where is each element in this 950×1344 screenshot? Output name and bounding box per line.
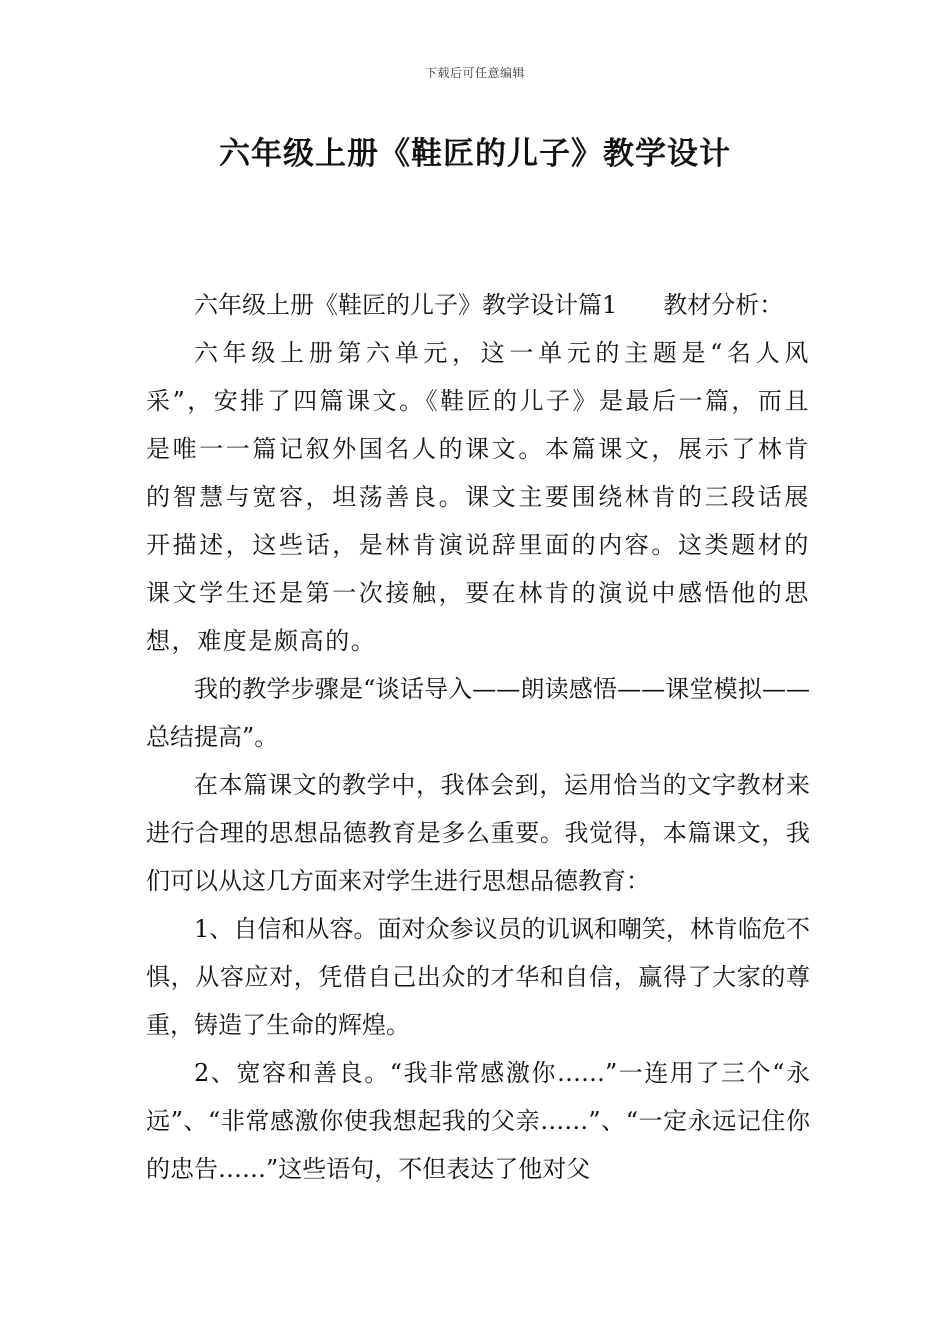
section-heading-line (146, 281, 810, 329)
sub-heading: 教材分析： (663, 291, 784, 319)
paragraph-point-1: 1、自信和从容。面对众参议员的讥讽和嘲笑，林肯临危不惧，从容应对，凭借自己出众的才华和自信，赢得了大家的尊重，铸造了生命的辉煌。 (146, 915, 810, 1039)
header-note: 下载后可任意编辑 (424, 66, 525, 80)
paragraph-reflection: 在本篇课文的教学中，我体会到，运用恰当的文字教材来进行合理的思想品德教育是多么重要。我觉得，本篇课文，我们可以从这几方面来对学生进行思想品德教育： (146, 771, 810, 895)
paragraph-steps: 我的教学步骤是“谈话导入——朗读感悟——课堂模拟——总结提高”。 (146, 675, 810, 751)
paragraph-point-2: 2、宽容和善良。“我非常感激你……”一连用了三个“永远”、“非常感激你使我想起我的父亲……”、“一定永远记住你的忠告……”这些语句，不但表达了他对父 (146, 1059, 810, 1183)
document-title: 六年级上册《鞋匠的儿子》教学设计 (219, 136, 731, 172)
paragraph-intro: 六年级上册第六单元，这一单元的主题是“名人风采”，安排了四篇课文。《鞋匠的儿子》是最后一篇，而且是唯一一篇记叙外国名人的课文。本篇课文，展示了林肯的智慧与宽容，坦荡善良。课文主要围绕林肯的三段话展开描述，这些话，是林肯演说辞里面的内容。这类题材的课文学生还是第一次接触，要在林肯的演说中感悟他的思想，难度是颇高的。 (146, 339, 810, 655)
section-heading: 六年级上册《鞋匠的儿子》教学设计篇1 (194, 291, 618, 319)
document-body (146, 281, 810, 1193)
